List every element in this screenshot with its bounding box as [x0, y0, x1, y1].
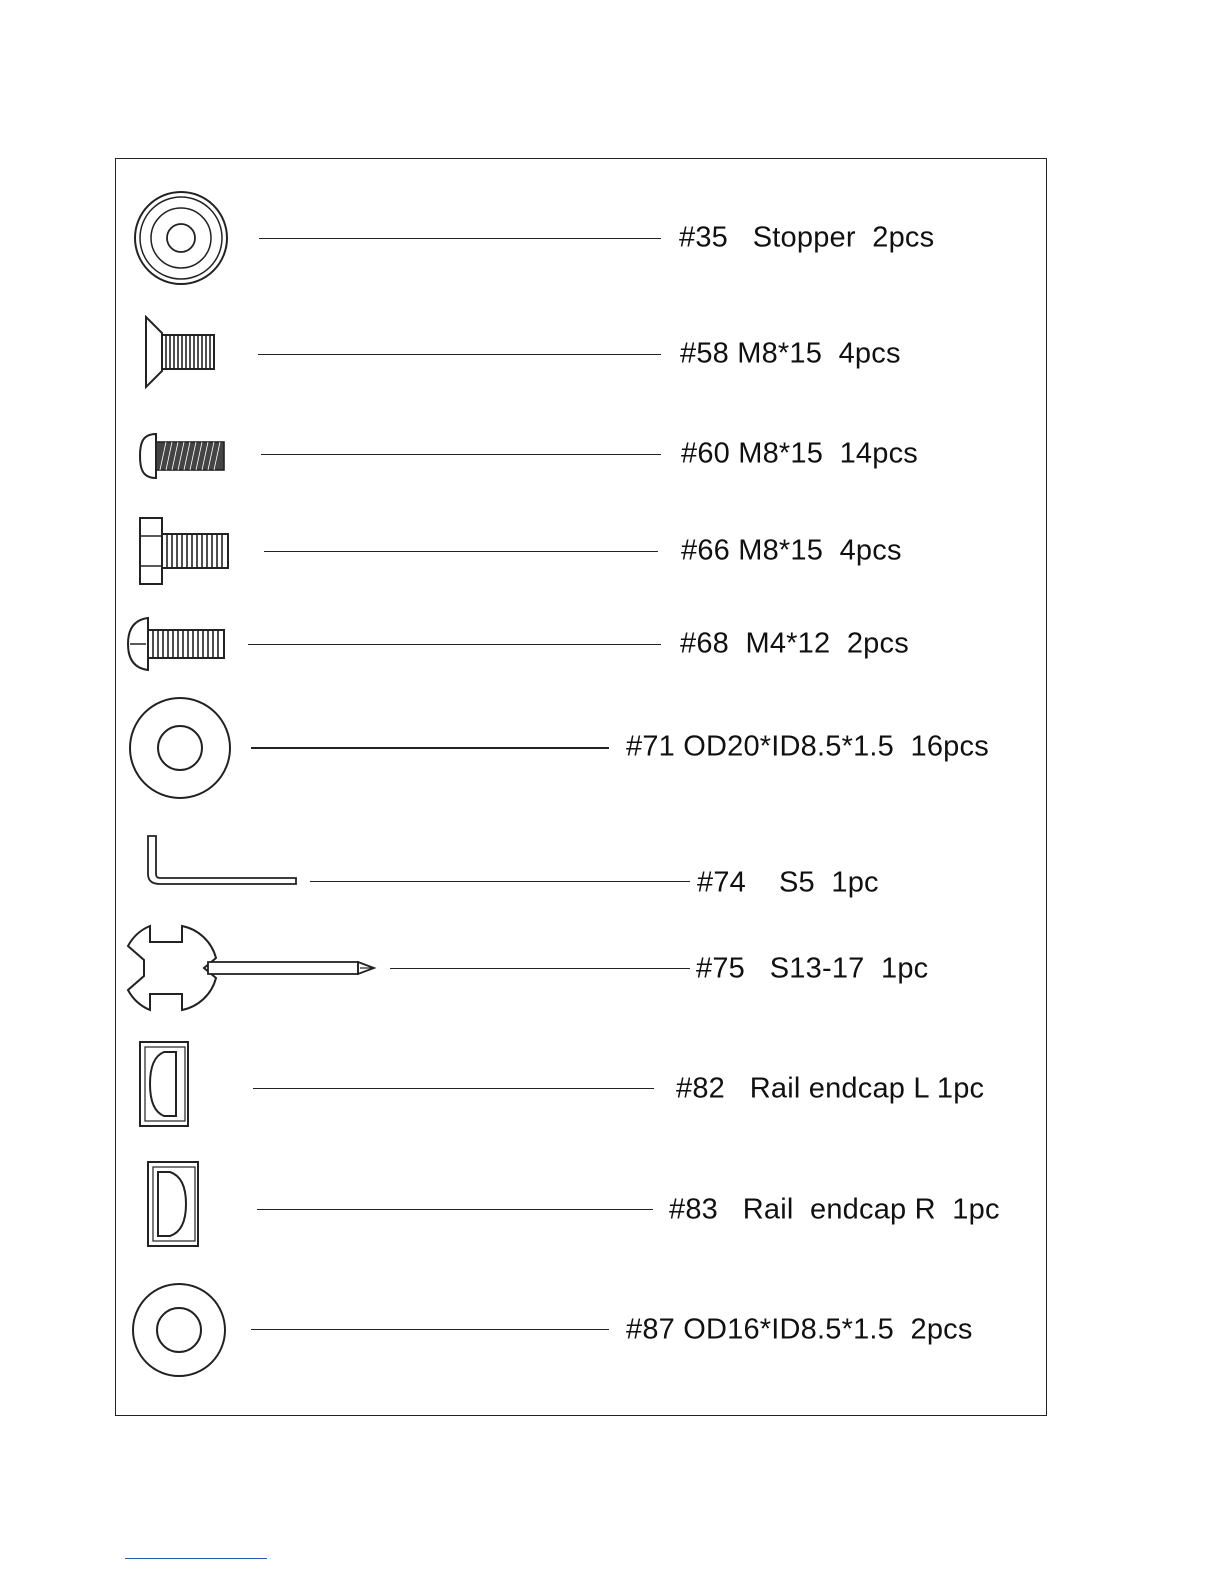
stopper-icon: [130, 190, 234, 286]
leader-line: [251, 747, 609, 749]
leader-line: [259, 238, 661, 239]
part-label: #71 OD20*ID8.5*1.5 16pcs: [626, 730, 989, 763]
leader-line: [258, 354, 661, 355]
leader-line: [261, 454, 661, 455]
leader-line: [257, 1209, 653, 1210]
leader-line: [310, 881, 690, 882]
leader-line: [390, 968, 690, 969]
leader-line: [264, 551, 658, 552]
part-label: #75 S13-17 1pc: [696, 952, 929, 985]
large-washer-icon: [126, 694, 236, 804]
leader-line: [251, 1329, 609, 1330]
footer-rule: [125, 1558, 267, 1559]
leader-line: [248, 644, 661, 645]
hardware-list-frame: [115, 158, 1047, 1416]
part-label: #68 M4*12 2pcs: [680, 627, 909, 660]
hex-bolt-icon: [136, 514, 234, 588]
leader-line: [253, 1088, 654, 1089]
part-label: #74 S5 1pc: [697, 866, 879, 899]
part-label: #66 M8*15 4pcs: [681, 534, 902, 567]
part-label: #83 Rail endcap R 1pc: [669, 1193, 1000, 1226]
wrench-screwdriver-icon: [122, 920, 382, 1016]
rail-endcap-left-icon: [136, 1038, 194, 1130]
countersunk-bolt-icon: [140, 315, 220, 391]
part-label: #35 Stopper 2pcs: [679, 221, 935, 254]
allen-key-icon: [144, 832, 300, 888]
pan-head-screw-icon: [126, 614, 230, 674]
part-label: #58 M8*15 4pcs: [680, 337, 901, 370]
rail-endcap-right-icon: [142, 1158, 204, 1250]
button-head-bolt-icon: [138, 430, 230, 484]
small-washer-icon: [130, 1282, 230, 1380]
part-label: #60 M8*15 14pcs: [681, 437, 918, 470]
part-label: #87 OD16*ID8.5*1.5 2pcs: [626, 1313, 973, 1346]
part-label: #82 Rail endcap L 1pc: [676, 1072, 985, 1105]
